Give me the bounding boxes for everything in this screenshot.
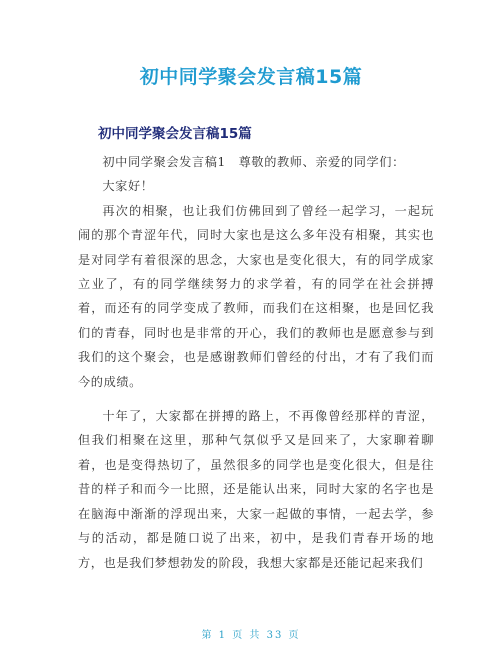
page-footer: 第 1 页 共 33 页: [201, 630, 301, 641]
document-title: 初中同学聚会发言稿15篇: [139, 66, 363, 88]
paragraph-salutation: 初中同学聚会发言稿1 尊敬的教师、亲爱的同学们：: [102, 155, 405, 169]
document-body: [78, 150, 434, 575]
paragraph-greeting: 大家好！: [102, 179, 154, 194]
paragraph-2: 十年了，大家都在拼搏的路上，不再像曾经那样的青涩，但我们相聚在这里，那种气氛似乎又是回来了，大家聊着聊着，也是变得热切了，虽然很多的同学也是变化很大，但是往昔的样子和而今一比照，还是能认出来，同时大家的名字也是在脑海中渐渐的浮现出来，大家一起做的事情，一起去学，参与的活动，都是随口说了出来，初中，是我们青春开场的地方，也是我们梦想勃发的阶段，我想大家都是还能记起来我们: [78, 409, 434, 570]
document-subtitle: 初中同学聚会发言稿15篇: [98, 126, 252, 142]
paragraph-1: 再次的相聚，也让我们仿佛回到了曾经一起学习，一起玩闹的那个青涩年代，同时大家也是这么多年没有相聚，其实也是对同学有着很深的思念，大家也是变化很大，有的同学成家立业了，有的同学继续努力的求学着，有的同学在社会拼搏着，而还有的同学变成了教师，而我们在这相聚，也是回忆我们的青春，同时也是非常的开心，我们的教师也是愿意参与到我们的这个聚会，也是感谢教师们曾经的付出，才有了我们而今的成绩。: [78, 203, 434, 389]
